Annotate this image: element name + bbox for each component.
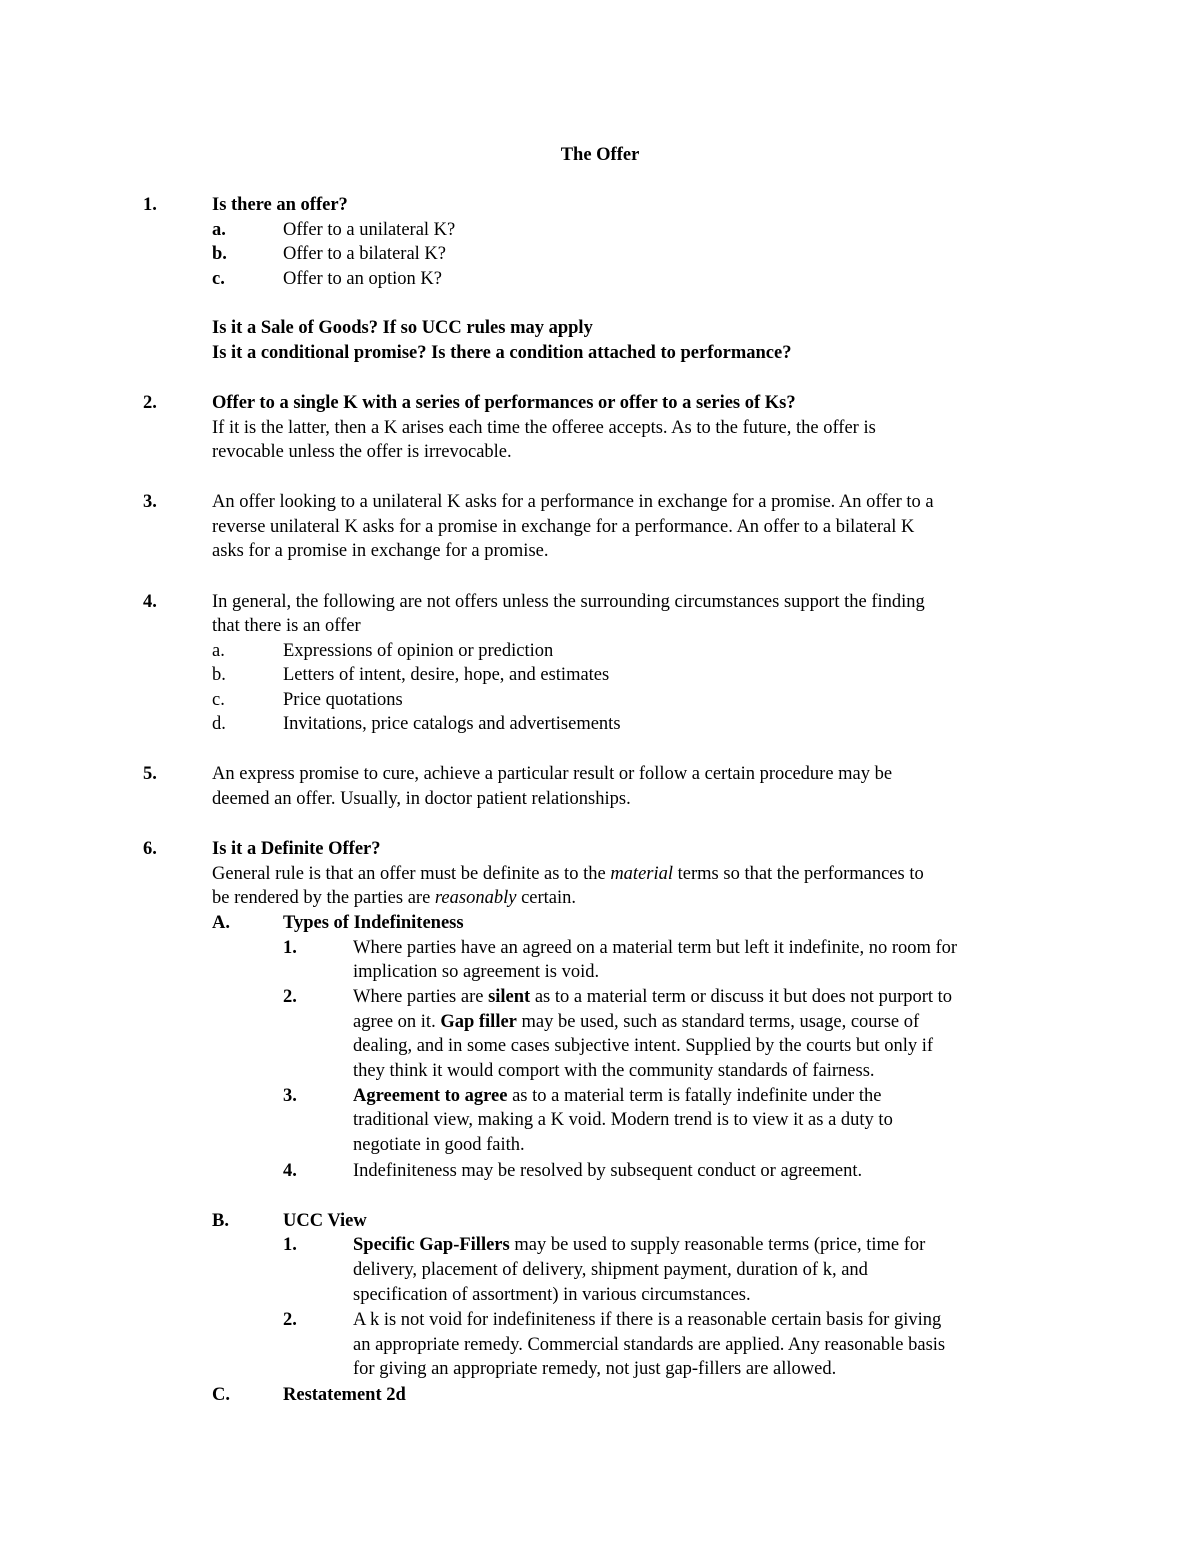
paragraph-line: deemed an offer. Usually, in doctor patient relationships.	[212, 789, 631, 809]
section-6-number: 6.	[143, 839, 157, 859]
paragraph-line: they think it would comport with the community standards of fairness.	[353, 1061, 875, 1081]
paragraph-line: Where parties have an agreed on a material term but left it indefinite, no room for	[353, 938, 958, 958]
item-number: 1.	[283, 1235, 297, 1255]
emphasis-text: material	[610, 864, 674, 884]
subsection-b-label: B.	[212, 1211, 229, 1231]
list-item: Offer to a unilateral K?	[283, 220, 456, 240]
text-run: General rule is that an offer must be definite as to the	[212, 864, 611, 884]
item-number: 2.	[283, 987, 297, 1007]
paragraph-line: specification of assortment) in various circumstances.	[353, 1285, 751, 1305]
text-run: as to a material term or discuss it but does not purport to	[530, 987, 953, 1007]
bold-term: Specific Gap-Fillers	[353, 1235, 510, 1255]
text-run: may be used, such as standard terms, usage, course of	[516, 1012, 920, 1032]
paragraph-line	[353, 1084, 881, 1109]
item-number: 2.	[283, 1310, 297, 1330]
list-item: Offer to a bilateral K?	[283, 244, 446, 264]
subsection-c-label: C.	[212, 1385, 230, 1405]
text-run: as to a material term is fatally indefinite under the	[507, 1086, 882, 1106]
section-1-heading: Is there an offer?	[212, 195, 348, 215]
list-item-label: b.	[212, 665, 226, 685]
paragraph-line: dealing, and in some cases subjective intent. Supplied by the courts but only if	[353, 1036, 934, 1056]
section-2-number: 2.	[143, 393, 157, 413]
paragraph-line	[212, 886, 576, 911]
paragraph-line: If it is the latter, then a K arises each time the offeree accepts. As to the future, the offer is	[212, 418, 876, 438]
paragraph-line: Indefiniteness may be resolved by subsequent conduct or agreement.	[353, 1161, 863, 1181]
paragraph-line: for giving an appropriate remedy, not just gap-fillers are allowed.	[353, 1359, 837, 1379]
text-run: terms so that the performances to	[673, 864, 924, 884]
text-run: be rendered by the parties are	[212, 888, 435, 908]
list-item: Offer to an option K?	[283, 269, 442, 289]
section-5-number: 5.	[143, 764, 157, 784]
paragraph-line: negotiate in good faith.	[353, 1135, 525, 1155]
paragraph-line: An offer looking to a unilateral K asks for a performance in exchange for a promise. An offer to a	[212, 492, 934, 512]
list-item: Letters of intent, desire, hope, and estimates	[283, 665, 610, 685]
list-item-label: a.	[212, 220, 226, 240]
list-item: Price quotations	[283, 690, 403, 710]
paragraph-line: revocable unless the offer is irrevocable.	[212, 442, 512, 462]
paragraph-line	[353, 1010, 919, 1035]
section-1-number: 1.	[143, 195, 157, 215]
paragraph-line: an appropriate remedy. Commercial standards are applied. Any reasonable basis	[353, 1335, 946, 1355]
paragraph-line: traditional view, making a K void. Modern trend is to view it as a duty to	[353, 1110, 893, 1130]
list-item-label: c.	[212, 269, 225, 289]
text-run: may be used to supply reasonable terms (price, time for	[509, 1235, 926, 1255]
list-item-label: a.	[212, 641, 225, 661]
section-4-number: 4.	[143, 592, 157, 612]
list-item-label: b.	[212, 244, 227, 264]
list-item: Invitations, price catalogs and advertisements	[283, 714, 621, 734]
paragraph-line: asks for a promise in exchange for a promise.	[212, 541, 549, 561]
text-run: certain.	[516, 888, 577, 908]
section-3-number: 3.	[143, 492, 157, 512]
paragraph-line	[212, 862, 924, 887]
section-1-note: Is it a conditional promise? Is there a condition attached to performance?	[212, 343, 792, 363]
section-1-note: Is it a Sale of Goods? If so UCC rules may apply	[212, 318, 593, 338]
item-number: 1.	[283, 938, 297, 958]
subsection-a-label: A.	[212, 913, 230, 933]
subsection-a-heading: Types of Indefiniteness	[283, 913, 464, 933]
page-title: The Offer	[560, 145, 640, 165]
paragraph-line	[353, 1233, 925, 1258]
paragraph-line: implication so agreement is void.	[353, 962, 600, 982]
paragraph-line: delivery, placement of delivery, shipment payment, duration of k, and	[353, 1260, 868, 1280]
bold-term: Agreement to agree	[353, 1086, 508, 1106]
list-item-label: d.	[212, 714, 226, 734]
paragraph-line: A k is not void for indefiniteness if there is a reasonable certain basis for giving	[353, 1310, 942, 1330]
bold-term: Gap filler	[440, 1012, 517, 1032]
subsection-c-heading: Restatement 2d	[283, 1385, 406, 1405]
text-run: agree on it.	[353, 1012, 441, 1032]
emphasis-text: reasonably	[434, 888, 517, 908]
paragraph-line: In general, the following are not offers unless the surrounding circumstances support the finding	[212, 592, 925, 612]
list-item-label: c.	[212, 690, 225, 710]
paragraph-line: that there is an offer	[212, 616, 361, 636]
text-run: Where parties are	[353, 987, 489, 1007]
bold-term: silent	[488, 987, 531, 1007]
list-item: Expressions of opinion or prediction	[283, 641, 554, 661]
paragraph-line	[353, 985, 952, 1010]
item-number: 4.	[283, 1161, 297, 1181]
subsection-b-heading: UCC View	[283, 1211, 367, 1231]
item-number: 3.	[283, 1086, 297, 1106]
section-6-heading: Is it a Definite Offer?	[212, 839, 381, 859]
paragraph-line: reverse unilateral K asks for a promise in exchange for a performance. An offer to a bilateral K	[212, 517, 915, 537]
section-2-heading: Offer to a single K with a series of performances or offer to a series of Ks?	[212, 393, 796, 413]
paragraph-line: An express promise to cure, achieve a particular result or follow a certain procedure may be	[212, 764, 893, 784]
